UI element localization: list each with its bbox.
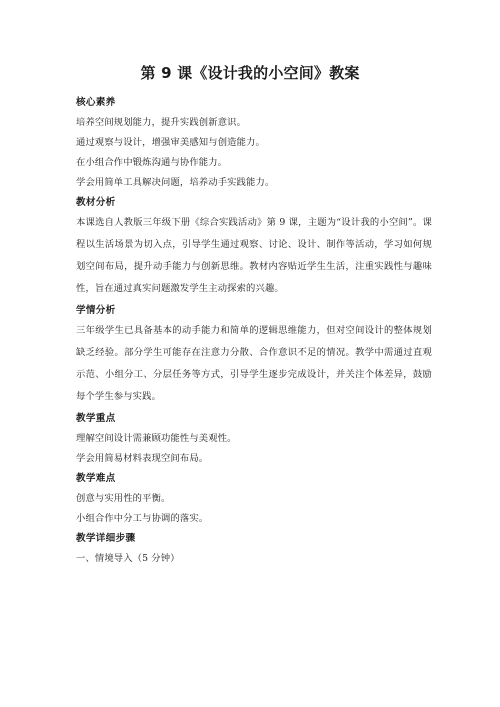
core-literacy-item: 学会用简单工具解决问题，培养动手实践能力。 [76, 177, 275, 188]
document-body [76, 96, 432, 572]
section-heading-teaching-steps: 教学详细步骤 [76, 533, 136, 544]
key-point-item: 学会用简易材料表现空间布局。 [76, 453, 209, 464]
core-literacy-item: 通过观察与设计，增强审美感知与创造能力。 [76, 137, 265, 148]
section-heading-key-points: 教学重点 [76, 413, 116, 424]
student-analysis-paragraph: 三年级学生已具备基本的动手能力和简单的逻辑思维能力，但对空间设计的整体规划缺乏经验。部分学生可能存在注意力分散、合作意识不足的情况。教学中需通过直观示范、小组分工、分层任务等方式，引导学生逐步完成设计，并关注个体差异，鼓励每个学生参与实践。 [76, 325, 432, 402]
difficulty-item: 创意与实用性的平衡。 [76, 493, 171, 504]
section-heading-difficulties: 教学难点 [76, 473, 116, 484]
teaching-step-item: 一、情境导入（5 分钟） [76, 553, 180, 564]
core-literacy-item: 在小组合作中锻炼沟通与协作能力。 [76, 157, 228, 168]
section-heading-material-analysis: 教材分析 [76, 197, 116, 208]
section-heading-student-analysis: 学情分析 [76, 305, 116, 316]
difficulty-item: 小组合作中分工与协调的落实。 [76, 513, 209, 524]
material-analysis-paragraph: 本课选自人教版三年级下册《综合实践活动》第 9 课，主题为“设计我的小空间”。课程以生活场景为切入点，引导学生通过观察、讨论、设计、制作等活动，学习如何规划空间布局，提升动手能力与创新思维。教材内容贴近学生生活，注重实践性与趣味性，旨在通过真实问题激发学生主动探索的兴趣。 [76, 217, 432, 294]
key-point-item: 理解空间设计需兼顾功能性与美观性。 [76, 433, 237, 444]
section-heading-core-literacy: 核心素养 [76, 97, 116, 108]
core-literacy-item: 培养空间规划能力，提升实践创新意识。 [76, 117, 247, 128]
document-title: 第 9 课《设计我的小空间》教案 [140, 64, 360, 82]
